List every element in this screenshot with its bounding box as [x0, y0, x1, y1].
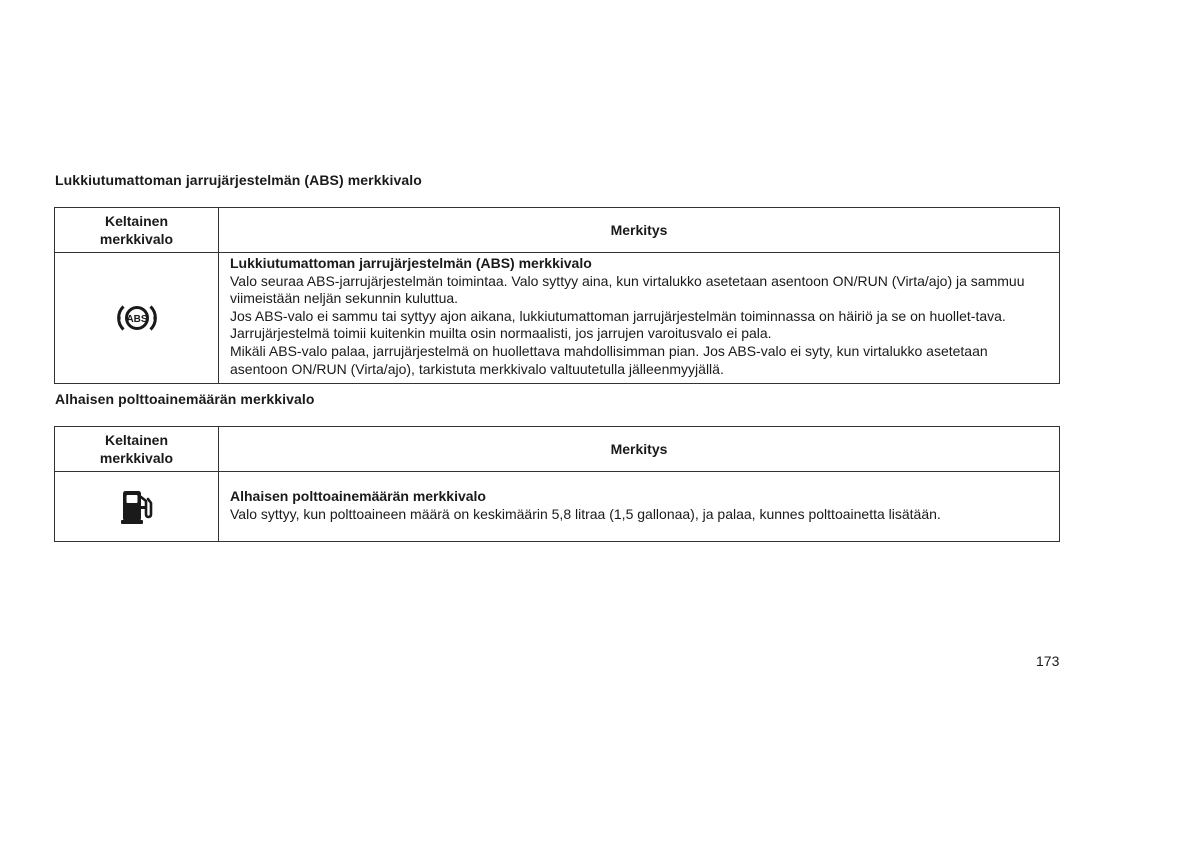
- description-paragraph: Valo syttyy, kun polttoaineen määrä on keskimäärin 5,8 litraa (1,5 gallonaa), ja palaa, kunnes polttoainetta lisätään.: [230, 506, 941, 522]
- page-number: 173: [1036, 653, 1060, 669]
- table-header-row: [55, 427, 1060, 472]
- header-lamp-cell: Keltainen merkkivalo: [55, 427, 219, 472]
- icon-cell: [55, 253, 219, 384]
- abs-lamp-table: [54, 207, 1060, 384]
- table-row: [55, 253, 1060, 384]
- header-lamp-cell: Keltainen merkkivalo: [55, 208, 219, 253]
- fuel-pump-icon: [117, 497, 157, 513]
- description-paragraph: Jos ABS-valo ei sammu tai syttyy ajon aikana, lukkiutumattoman jarrujärjestelmän toiminnassa on häiriö ja se on huollet-tava. Jarrujärjestelmä toimii kuitenkin muilta osin normaalisti, jos jarrujen varoitusvalo ei pala.: [230, 307, 1006, 342]
- section-title-fuel: Alhaisen polttoainemäärän merkkivalo: [55, 391, 315, 407]
- svg-text:ABS: ABS: [125, 314, 148, 325]
- header-meaning-cell: Merkitys: [219, 427, 1060, 472]
- icon-cell: [55, 472, 219, 542]
- section-title-abs: Lukkiutumattoman jarrujärjestelmän (ABS) merkkivalo: [55, 172, 422, 188]
- fuel-lamp-table: [54, 426, 1060, 542]
- description-paragraph: Mikäli ABS-valo palaa, jarrujärjestelmä on huollettava mahdollisimman pian. Jos ABS-valo ei syty, kun virtalukko asetetaan asentoon ON/RUN (Virta/ajo), tarkistuta merkkivalo valtuutetulla jälleenmyyjällä.: [230, 342, 988, 377]
- description-title: Alhaisen polttoainemäärän merkkivalo: [230, 488, 486, 505]
- description-cell: [219, 472, 1060, 542]
- description-paragraph: Valo seuraa ABS-jarrujärjestelmän toimintaa. Valo syttyy aina, kun virtalukko asetetaan asentoon ON/RUN (Virta/ajo) ja sammuu viimeistään neljän sekunnin kuluttua.: [230, 272, 1025, 307]
- description-title: Lukkiutumattoman jarrujärjestelmän (ABS) merkkivalo: [230, 255, 592, 271]
- table-row: [55, 472, 1060, 542]
- abs-warning-icon: [113, 309, 161, 325]
- description-cell: [219, 253, 1060, 384]
- table-header-row: [55, 208, 1060, 253]
- header-meaning-cell: Merkitys: [219, 208, 1060, 253]
